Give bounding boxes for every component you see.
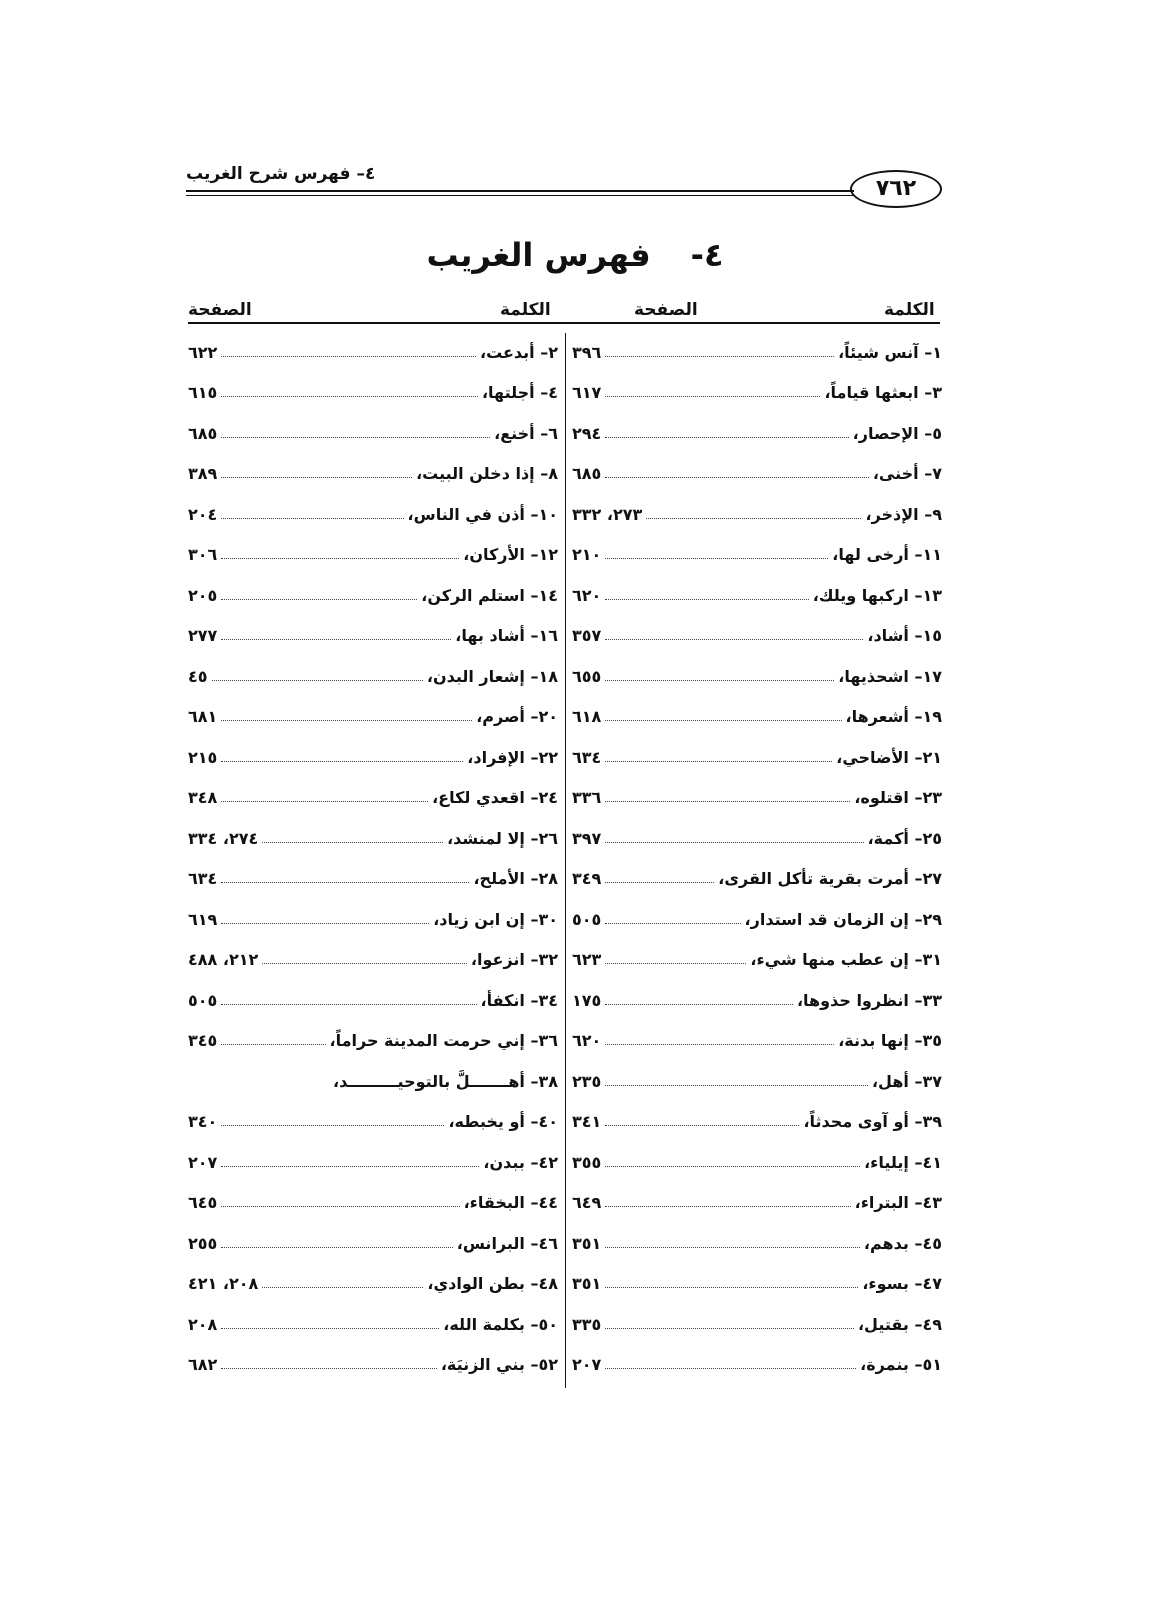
dot-leader (212, 680, 423, 681)
entry-word: ٢٢– الإفراد، (467, 747, 558, 767)
index-entry (188, 818, 558, 859)
dot-leader (221, 1044, 325, 1045)
index-entry (188, 373, 558, 414)
index-entry (572, 859, 942, 900)
entry-word: ٥٢– بني الزنيَة، (440, 1355, 558, 1375)
page-number: ٧٦٢ (850, 170, 942, 208)
index-entry (188, 494, 558, 535)
dot-leader (605, 882, 714, 883)
entry-word: ٤٢– ببدن، (483, 1152, 558, 1172)
left-column (188, 332, 558, 1385)
entry-page: ٦٨١ (188, 707, 218, 727)
entry-word: ١– آنس شيئاً، (838, 342, 942, 362)
entry-page: ٢٧٧ (188, 626, 218, 646)
dot-leader (605, 1044, 834, 1045)
entry-word: ١٠– أذن في الناس، (407, 504, 558, 524)
dot-leader (221, 1368, 437, 1369)
dot-leader (605, 1085, 868, 1086)
entry-word: ١٥– أشاد، (867, 626, 942, 646)
entry-page: ٢٠٥ (188, 585, 218, 605)
index-entry (188, 1223, 558, 1264)
entry-page: ١٧٥ (572, 990, 602, 1010)
entry-word: ٤٣– البتراء، (854, 1193, 942, 1213)
entry-word: ٣٤– انكفأ، (480, 990, 558, 1010)
dot-leader (605, 720, 841, 721)
header-rule (186, 190, 854, 192)
entry-word: ١٣– اركبها ويلك، (812, 585, 942, 605)
entry-word: ٧– أخنى، (872, 464, 942, 484)
entry-page: ٢٧٤، ٣٣٤ (188, 828, 259, 848)
dot-leader (221, 558, 459, 559)
entry-page: ٣٥١ (572, 1274, 602, 1294)
left-col-word-header: الكلمة (500, 300, 551, 320)
index-entry (188, 1142, 558, 1183)
index-entry (572, 373, 942, 414)
right-column (572, 332, 942, 1385)
entry-word: ٥– الإحصار، (852, 423, 942, 443)
index-entry (188, 737, 558, 778)
entry-word: ٤– أجلتها، (481, 383, 558, 403)
index-entry (572, 656, 942, 697)
index-entry (572, 818, 942, 859)
dot-leader (605, 1328, 854, 1329)
entry-word: ١٦– أشاد بها، (455, 626, 558, 646)
index-entry (572, 454, 942, 495)
entry-page: ٤٥ (188, 666, 208, 686)
index-entry (188, 697, 558, 738)
index-entry (572, 1142, 942, 1183)
dot-leader (605, 477, 869, 478)
dot-leader (605, 761, 832, 762)
entry-page: ٢١٠ (572, 545, 602, 565)
index-entry (572, 940, 942, 981)
entry-word: ٤٤– البخقاء، (463, 1193, 558, 1213)
entry-word: ٢٤– اقعدي لكاع، (432, 788, 558, 808)
dot-leader (221, 1206, 459, 1207)
entry-page: ٣٥١ (572, 1233, 602, 1253)
dot-leader (221, 1247, 452, 1248)
page-title (0, 236, 1150, 274)
entry-page: ٢٠٧ (572, 1355, 602, 1375)
index-entry (572, 980, 942, 1021)
index-entry (188, 1264, 558, 1305)
index-entry (188, 940, 558, 981)
entry-page: ٢٠٧ (188, 1152, 218, 1172)
entry-word: ٥١– بنمرة، (860, 1355, 942, 1375)
index-entry (572, 413, 942, 454)
dot-leader (605, 1125, 799, 1126)
entry-word: ٤٨– بطن الوادي، (427, 1274, 558, 1294)
entry-word: ٤٩– بقتيل، (857, 1314, 942, 1334)
entry-page: ٦٤٥ (188, 1193, 218, 1213)
index-entry (572, 778, 942, 819)
entry-word: ٤٦– البرانس، (456, 1233, 558, 1253)
entry-page: ٣٤٥ (188, 1031, 218, 1051)
entry-word: ١٩– أشعرها، (845, 707, 942, 727)
dot-leader (605, 1247, 860, 1248)
index-entry (572, 1183, 942, 1224)
entry-word: ٥٠– بكلمة الله، (443, 1314, 558, 1334)
dot-leader (221, 1328, 439, 1329)
dot-leader (221, 1004, 476, 1005)
index-entry (572, 697, 942, 738)
index-entry (188, 778, 558, 819)
entry-page: ٦١٩ (188, 909, 218, 929)
entry-page: ٣٤٩ (572, 869, 602, 889)
entry-page: ٦٤٩ (572, 1193, 602, 1213)
index-entry (188, 535, 558, 576)
entry-word: ٣١– إن عطب منها شيء، (750, 950, 942, 970)
dot-leader (221, 1166, 479, 1167)
index-entry (572, 535, 942, 576)
entry-word: ٣٣– انظروا حذوها، (796, 990, 942, 1010)
running-title: ٤– فهرس شرح الغريب (186, 164, 376, 184)
entry-page: ٦١٨ (572, 707, 602, 727)
entry-word: ٣٦– إني حرمت المدينة حراماً، (329, 1031, 558, 1051)
dot-leader (605, 801, 850, 802)
entry-word: ٤١– إيلياء، (864, 1152, 942, 1172)
entry-word: ٣٨– أهـــــــلَّ بالتوحيـــــــــد، (333, 1071, 558, 1091)
dot-leader (605, 1166, 860, 1167)
dot-leader (605, 1368, 856, 1369)
entry-page: ٣٠٦ (188, 545, 218, 565)
dot-leader (605, 963, 746, 964)
entry-word: ١١– أرخى لها، (832, 545, 942, 565)
index-entry (188, 1183, 558, 1224)
entry-word: ٩– الإذخر، (865, 504, 942, 524)
entry-word: ٢٧– أمرت بقرية تأكل القرى، (718, 869, 942, 889)
dot-leader (646, 518, 861, 519)
entry-page: ٣٤٠ (188, 1112, 218, 1132)
page-header (186, 160, 946, 210)
index-entry (572, 1102, 942, 1143)
index-entry (188, 859, 558, 900)
entry-page: ٢٠٨ (188, 1314, 218, 1334)
dot-leader (262, 1287, 423, 1288)
entry-page: ٦١٥ (188, 383, 218, 403)
dot-leader (605, 1287, 858, 1288)
dot-leader (605, 680, 834, 681)
entry-page: ٣٩٦ (572, 342, 602, 362)
dot-leader (221, 720, 472, 721)
index-entry (188, 332, 558, 373)
entry-page: ٦٢٣ (572, 950, 602, 970)
header-rule-thin (186, 195, 854, 196)
entry-word: ٢– أبدعت، (479, 342, 558, 362)
entry-page: ٣٥٧ (572, 626, 602, 646)
dot-leader (221, 882, 469, 883)
entry-page: ٢٩٤ (572, 423, 602, 443)
entry-page: ٣٤١ (572, 1112, 602, 1132)
index-entry (188, 413, 558, 454)
entry-word: ١٢– الأركان، (463, 545, 558, 565)
entry-page: ٣٨٩ (188, 464, 218, 484)
entry-page: ٦٢٠ (572, 1031, 602, 1051)
entry-page: ٣٤٨ (188, 788, 218, 808)
index-entry (572, 1021, 942, 1062)
entry-page: ٣٥٥ (572, 1152, 602, 1172)
dot-leader (605, 396, 820, 397)
entry-page: ٢٠٨، ٤٢١ (188, 1274, 259, 1294)
dot-leader (221, 1125, 444, 1126)
index-entry (572, 332, 942, 373)
entry-page: ٦٣٤ (572, 747, 602, 767)
entry-page: ٢٧٣، ٣٣٢ (572, 504, 643, 524)
title-text: فهرس الغريب (426, 236, 651, 274)
index-entry (572, 575, 942, 616)
index-entry (188, 1304, 558, 1345)
dot-leader (605, 1206, 850, 1207)
dot-leader (221, 599, 417, 600)
dot-leader (605, 842, 863, 843)
entry-word: ٣٥– إنها بدنة، (838, 1031, 942, 1051)
dot-leader (605, 1004, 793, 1005)
entry-word: ٢٥– أكمة، (867, 828, 942, 848)
dot-leader (605, 639, 863, 640)
entry-word: ٨– إذا دخلن البيت، (416, 464, 558, 484)
entry-page: ٦١٧ (572, 383, 602, 403)
entry-word: ٣٢– انزعوا، (470, 950, 558, 970)
entry-page: ٢١٢، ٤٨٨ (188, 950, 259, 970)
column-header-rule (188, 322, 940, 324)
dot-leader (221, 518, 403, 519)
entry-page: ٦٨٥ (188, 423, 218, 443)
dot-leader (262, 963, 467, 964)
entry-page: ٦٨٢ (188, 1355, 218, 1375)
entry-page: ٦٥٥ (572, 666, 602, 686)
entry-page: ٢٠٤ (188, 504, 218, 524)
index-entry (188, 1021, 558, 1062)
dot-leader (221, 761, 463, 762)
entry-word: ٣٩– أو آوى محدثاً، (803, 1112, 942, 1132)
entry-word: ٤٧– بسوء، (862, 1274, 942, 1294)
dot-leader (221, 639, 451, 640)
index-entry (572, 1264, 942, 1305)
entry-page: ٦٣٤ (188, 869, 218, 889)
index-entry (572, 616, 942, 657)
dot-leader (605, 356, 834, 357)
index-entry (188, 1102, 558, 1143)
dot-leader (262, 842, 443, 843)
entry-word: ٣٠– إن ابن زياد، (433, 909, 558, 929)
index-entry (572, 899, 942, 940)
dot-leader (221, 923, 429, 924)
entry-page: ٦٨٥ (572, 464, 602, 484)
entry-page: ٣٩٧ (572, 828, 602, 848)
dot-leader (605, 923, 740, 924)
entry-word: ١٨– إشعار البدن، (426, 666, 558, 686)
right-col-word-header: الكلمة (884, 300, 935, 320)
left-col-page-header: الصفحة (188, 300, 252, 320)
index-entry (572, 1223, 942, 1264)
entry-word: ٢٦– إلا لمنشد، (447, 828, 558, 848)
column-divider (565, 333, 566, 1388)
right-col-page-header: الصفحة (634, 300, 698, 320)
entry-word: ٣– ابعثها قياماً، (824, 383, 942, 403)
entry-page: ٢١٥ (188, 747, 218, 767)
entry-word: ١٤– استلم الركن، (421, 585, 558, 605)
entry-word: ٢٩– إن الزمان قد استدار، (744, 909, 942, 929)
index-entry (188, 656, 558, 697)
entry-word: ٦– أخنع، (494, 423, 558, 443)
entry-word: ٤٠– أو يخبطه، (448, 1112, 558, 1132)
entry-word: ٤٥– بدهم، (863, 1233, 942, 1253)
index-entry (188, 1061, 558, 1102)
dot-leader (221, 396, 478, 397)
index-entry (572, 1304, 942, 1345)
index-entry (188, 454, 558, 495)
entry-word: ٢١– الأضاحي، (836, 747, 942, 767)
entry-page: ٢٣٥ (572, 1071, 602, 1091)
entry-page: ٣٣٥ (572, 1314, 602, 1334)
entry-word: ٢٠– أصرم، (476, 707, 558, 727)
index-entry (572, 1061, 942, 1102)
index-entry (572, 737, 942, 778)
entry-word: ٢٣– اقتلوه، (854, 788, 942, 808)
index-entry (188, 1345, 558, 1386)
index-entry (572, 1345, 942, 1386)
dot-leader (221, 801, 428, 802)
dot-leader (605, 558, 828, 559)
entry-word: ٣٧– أهل، (871, 1071, 942, 1091)
entry-word: ١٧– اشحذيها، (838, 666, 942, 686)
entry-page: ٣٣٦ (572, 788, 602, 808)
dot-leader (221, 437, 490, 438)
entry-page: ٦٢٠ (572, 585, 602, 605)
index-entry (188, 899, 558, 940)
dot-leader (221, 356, 476, 357)
dot-leader (221, 477, 412, 478)
title-number: ٤- (690, 236, 724, 274)
entry-page: ٦٢٢ (188, 342, 218, 362)
dot-leader (605, 599, 808, 600)
dot-leader (605, 437, 848, 438)
index-entry (188, 616, 558, 657)
index-entry (188, 980, 558, 1021)
entry-page: ٢٥٥ (188, 1233, 218, 1253)
entry-page: ٥٠٥ (188, 990, 218, 1010)
entry-word: ٢٨– الأملح، (473, 869, 558, 889)
entry-page: ٥٠٥ (572, 909, 602, 929)
index-entry (572, 494, 942, 535)
index-entry (188, 575, 558, 616)
